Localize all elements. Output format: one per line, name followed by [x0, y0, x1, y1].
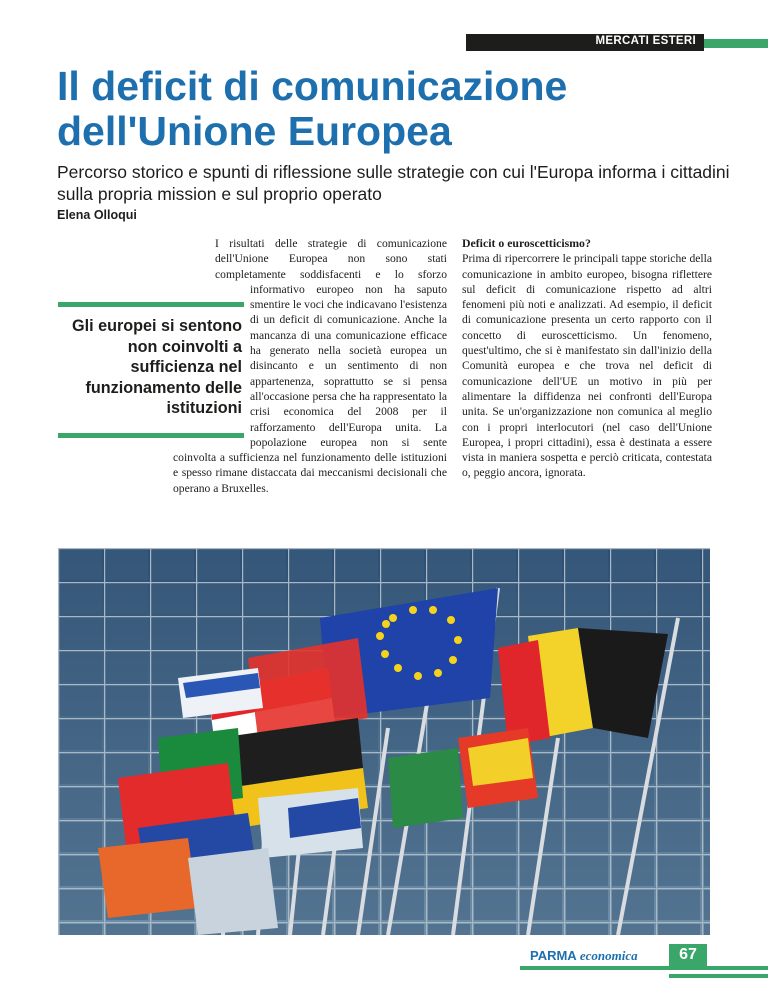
section-heading: Deficit o euroscetticismo? — [462, 236, 591, 250]
article-photo — [58, 548, 710, 935]
section-bar — [466, 34, 704, 51]
pull-quote: Gli europei si sentono non coinvolti a sufficienza nel funzionamento delle istituzioni — [72, 317, 242, 417]
body-column-1 — [173, 236, 447, 496]
page-number: 67 — [669, 944, 707, 966]
footer-rule-2 — [669, 974, 768, 978]
article-author: Elena Olloqui — [57, 208, 137, 222]
body-column-2 — [462, 236, 712, 481]
article-title: Il deficit di comunicazione dell'Unione Europea — [57, 63, 568, 154]
section-label: MERCATI ESTERI — [595, 35, 696, 47]
eu-flags-photo — [58, 548, 710, 935]
article-subtitle: Percorso storico e spunti di riflessione sulle strategie con cui l'Europa informa i cittadini sulla propria mission e sul proprio operato — [57, 162, 730, 204]
section-accent-stripe — [704, 39, 768, 48]
brand-italic-word: economica — [579, 948, 638, 963]
brand-word: PARMA — [530, 948, 577, 963]
footer-brand — [530, 948, 638, 964]
body-paragraph-2: Prima di ripercorrere le principali tappe storiche della comunicazione in ambito europeo, bisogna riflettere sul deficit di comunicazione rispetto ad altri fenomeni più noti e analizzati. Ad esempio, il deficit di comunicazione presenta un certo rapporto con il concetto di euroscetticismo. Un fenomeno, quest'ultimo, che si è manifestato sin dall'inizio della Comunità europea e che trova nel deficit di comunicazione dell'UE un motivo in più per alimentare la diffidenza nei confronti dell'Europa unita. Se un'organizzazione non comunica al meglio con i propri interlocutori (nel caso dell'Unione Europea, i propri cittadini), essa è destinata a essere vista in maniera sospetta e perciò criticata, contestata o, peggio ancora, ignorata. — [462, 252, 712, 480]
body-paragraph-1: I risultati delle strategie di comunicazione dell'Unione Europea non sono stati completamente soddisfacenti e lo sforzo informativo europeo non ha saputo smentire le voci che indicavano l'esistenza di un deficit di comunicazione. Anche la mancanza di una comunicazione efficace ha generato nella società europea un disincanto e un sentimento di non appartenenza, soprattutto se si pensa all'occasione persa che ha rappresentato la crisi economica del 2008 per il rafforzamento dell'Europa unita. La popolazione europea non si sente coinvolta a sufficienza nel funzionamento delle istituzioni e spesso rimane distaccata dai meccanismi decisionali che operano a Bruxelles. — [173, 237, 447, 495]
footer-rule-1 — [520, 966, 768, 970]
